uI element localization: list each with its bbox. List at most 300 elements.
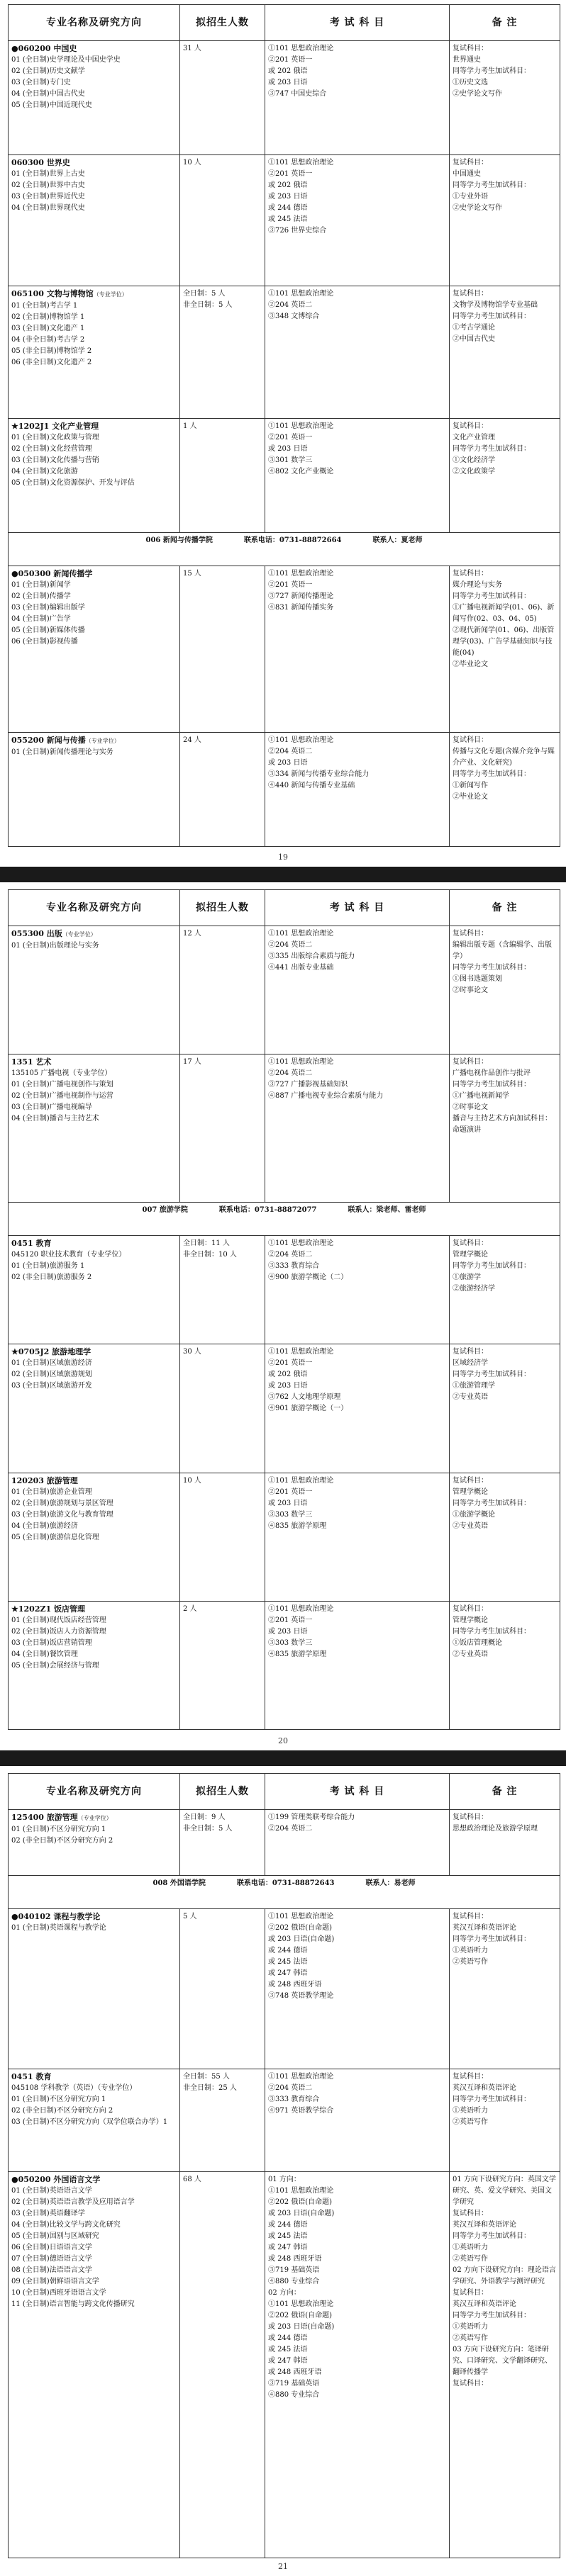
remark-line: ②英语写作 <box>453 2334 488 2342</box>
exam-subject: ③335 出版综合素质与能力 <box>268 952 355 960</box>
exam-subject: 或 203 日语 <box>268 1499 308 1507</box>
remark-line: 03 方向下设研究方向：笔译研究、口译研究、文学翻译研究、翻译传播学 <box>453 2345 552 2376</box>
column-header: 拟招生人数 <box>180 890 265 926</box>
exam-subject: 或 245 法语 <box>268 1958 308 1967</box>
enrollment-quota: 31 人 <box>183 45 201 52</box>
notes-cell <box>450 2171 560 2558</box>
remark-line: 复试科目： <box>453 1348 488 1356</box>
remark-line: 同等学力考生加试科目： <box>453 67 531 75</box>
remark-line: ①英语听力 <box>453 2322 488 2331</box>
research-direction: 045120 职业技术教育（专业学位） <box>11 1251 126 1259</box>
research-direction: 04 (全日制)旅游经济 <box>11 1522 78 1530</box>
major-name: ●060200 中国史 <box>11 44 77 53</box>
major-name: 120203 旅游管理 <box>11 1475 78 1485</box>
column-header: 拟招生人数 <box>180 5 265 41</box>
major-cell <box>9 41 180 155</box>
research-direction: 06 (非全日制)文化遗产 2 <box>11 359 92 367</box>
college-info <box>9 532 560 566</box>
exam-subject: ②204 英语二 <box>268 2083 313 2092</box>
enrollment-quota: 非全日制：5 人 <box>183 1825 233 1833</box>
remark-line: 复试科目： <box>453 1913 488 1921</box>
quota-cell <box>180 1054 265 1203</box>
exam-subject: ③333 教育综合 <box>268 1262 320 1271</box>
research-direction: 05 (全日制)会展经济与管理 <box>11 1661 99 1670</box>
major-name: ★1202J1 文化产业管理 <box>11 422 99 432</box>
research-direction: 03 (全日制)世界近代史 <box>11 192 85 201</box>
enrollment-quota: 10 人 <box>183 158 201 167</box>
remark-line: ①饭店管理概论 <box>453 1638 502 1647</box>
research-direction: 02 (全日制)传播学 <box>11 592 71 600</box>
exam-subject: 或 202 俄语 <box>268 181 308 189</box>
major-name: ●050200 外国语言文学 <box>11 2174 101 2184</box>
notes-cell <box>450 1054 560 1203</box>
research-direction: 03 (全日制)文化传播与营销 <box>11 456 99 465</box>
exam-subject: ②202 俄语(自命题) <box>268 2198 333 2206</box>
major-title <box>11 1911 177 1923</box>
remark-line: ①旅游学 <box>453 1273 481 1282</box>
remark-line: ②文化政策学 <box>453 468 495 476</box>
exam-cell <box>265 733 450 847</box>
exam-subject: ②202 俄语(自命题) <box>268 1924 333 1933</box>
research-direction: 05 (全日制)国别与区域研究 <box>11 2232 99 2240</box>
exam-subject: ①199 管理类联考综合能力 <box>268 1813 355 1821</box>
remark-line: ②时事论文 <box>453 986 488 994</box>
remark-line: 复试科目： <box>453 930 488 938</box>
remark-line: 文化产业管理 <box>453 434 495 442</box>
enrollment-quota: 68 人 <box>183 2175 201 2183</box>
exam-subject: 或 248 西班牙语 <box>268 1981 322 1989</box>
major-cell <box>9 1054 180 1203</box>
exam-subject: 或 203 日语 <box>268 1627 308 1636</box>
exam-subject: ②201 英语一 <box>268 580 313 589</box>
exam-subject: ③719 基础英语 <box>268 2266 320 2274</box>
enrollment-quota: 全日制：55 人 <box>183 2072 230 2081</box>
research-direction: 04 (全日制)世界现代史 <box>11 203 85 212</box>
college-name: 008 外国语学院 <box>152 1879 206 1888</box>
college-phone: 联系电话：0731-88872077 <box>218 1206 317 1215</box>
exam-subject: 或 244 德语 <box>268 203 308 212</box>
exam-subject: ①101 思想政治理论 <box>268 1239 334 1248</box>
remark-line: 复试科目： <box>453 2072 488 2081</box>
research-direction: 02 (全日制)饭店人力资源管理 <box>11 1627 106 1636</box>
major-cell <box>9 1473 180 1601</box>
research-direction: 02 (全日制)广播电视制作与运营 <box>11 1092 113 1101</box>
table-row <box>9 41 560 155</box>
remark-line: 文物学及博物馆学专业基础 <box>453 301 538 310</box>
major-name: ★1202Z1 饭店管理 <box>11 1604 85 1614</box>
exam-subject: 或 203 日语 <box>268 445 308 454</box>
research-direction: 01 (全日制)不区分研究方向 1 <box>11 2095 106 2103</box>
remark-line: 传播与文化专题(含媒介竞争与媒介产业、文化研究) <box>453 748 555 767</box>
exam-subject: ④441 出版专业基础 <box>268 964 334 972</box>
quota-cell <box>180 41 265 155</box>
exam-subject: ①101 思想政治理论 <box>268 422 334 431</box>
exam-subject: ①101 思想政治理论 <box>268 1604 334 1613</box>
table-row <box>9 154 560 286</box>
remark-line: ①专业外语 <box>453 192 488 201</box>
notes-cell <box>450 154 560 286</box>
table-header-row <box>9 1774 560 1810</box>
exam-subject: ③303 数学三 <box>268 1510 313 1519</box>
research-direction: 01 (全日制)广播电视创作与策划 <box>11 1081 113 1089</box>
exam-cell <box>265 926 450 1054</box>
exam-subject: ①101 思想政治理论 <box>268 2300 334 2308</box>
research-direction: 02 (全日制)区域旅游规划 <box>11 1371 92 1379</box>
research-direction: 11 (全日制)语言智能与跨文化传播研究 <box>11 2300 135 2308</box>
exam-subject: ①101 思想政治理论 <box>268 2072 334 2081</box>
remark-line: 同等学力考生加试科目： <box>453 2095 531 2103</box>
notes-cell <box>450 1810 560 1876</box>
remark-line: ②专业英语 <box>453 1522 488 1530</box>
exam-subject: ③747 中国史综合 <box>268 90 327 98</box>
remark-line: 复试科目： <box>453 569 488 578</box>
research-direction: 02 (非全日制)旅游服务 2 <box>11 1273 92 1282</box>
exam-subject: 或 245 法语 <box>268 215 308 223</box>
research-direction: 01 (全日制)英语语言文学 <box>11 2186 92 2195</box>
major-cell <box>9 154 180 286</box>
table-row <box>9 733 560 847</box>
research-direction: 05 (全日制)旅游信息化管理 <box>11 1533 99 1541</box>
degree-tag: （专业学位） <box>85 738 120 745</box>
research-direction: 05 (全日制)中国近现代史 <box>11 101 92 109</box>
major-title <box>11 568 177 580</box>
exam-cell <box>265 41 450 155</box>
remark-line: 世界通史 <box>453 56 481 64</box>
page-number: 19 <box>278 853 288 862</box>
exam-subject: ①101 思想政治理论 <box>268 45 334 52</box>
enrollment-quota: 1 人 <box>183 422 197 431</box>
research-direction: 05 (非全日制)博物馆学 2 <box>11 347 92 356</box>
exam-cell <box>265 1236 450 1344</box>
remark-line: 复试科目： <box>453 2379 488 2387</box>
research-direction: 05 (全日制)文化资源保护、开发与评估 <box>11 479 135 488</box>
exam-subject: ④831 新闻传播实务 <box>268 603 334 612</box>
remark-line: 管理学概论 <box>453 1251 488 1259</box>
exam-subject: ③726 世界史综合 <box>268 226 327 235</box>
major-title <box>11 735 177 747</box>
exam-subject: 或 203 日语 <box>268 79 308 86</box>
enrollment-quota: 15 人 <box>183 569 201 578</box>
exam-subject: ③334 新闻与传播专业综合能力 <box>268 770 370 779</box>
exam-cell <box>265 1909 450 2069</box>
major-cell <box>9 1810 180 1876</box>
college-name: 006 新闻与传播学院 <box>145 536 213 544</box>
exam-subject: 或 247 韩语 <box>268 2243 308 2251</box>
table-row <box>9 1909 560 2069</box>
remark-line: ①新闻写作 <box>453 782 488 790</box>
exam-subject: ④880 专业综合 <box>268 2390 320 2399</box>
exam-subject: 或 203 日语 <box>268 192 308 201</box>
major-title <box>11 928 177 940</box>
remark-line: 同等学力考生加试科目： <box>453 592 531 600</box>
remark-line: ①英语听力 <box>453 2106 488 2115</box>
exam-cell <box>265 2171 450 2558</box>
college-info <box>9 1876 560 1909</box>
quota-cell <box>180 1810 265 1876</box>
table-row <box>9 2069 560 2171</box>
major-cell <box>9 2171 180 2558</box>
remark-line: 管理学概论 <box>453 1487 488 1496</box>
exam-subject: 或 245 法语 <box>268 2232 308 2240</box>
research-direction: 01 (全日制)新闻学 <box>11 580 71 589</box>
enrollment-quota: 24 人 <box>183 736 201 745</box>
exam-subject: 或 203 日语 <box>268 1382 308 1390</box>
remark-line: 复试科目： <box>453 736 488 745</box>
exam-subject: ④901 旅游学概论（一） <box>268 1405 348 1413</box>
major-cell <box>9 1909 180 2069</box>
quota-cell <box>180 2069 265 2171</box>
remark-line: 英汉互译和英语评论 <box>453 2083 516 2092</box>
research-direction: 01 (全日制)英语课程与教学论 <box>11 1924 106 1933</box>
college-header-row <box>9 532 560 566</box>
remark-line: ②史学论文写作 <box>453 90 502 98</box>
enrollment-quota: 10 人 <box>183 1476 201 1485</box>
remark-line: ②旅游经济学 <box>453 1285 495 1293</box>
table-header-row <box>9 5 560 41</box>
remark-line: 同等学力考生加试科目： <box>453 1627 531 1636</box>
research-direction: 02 (非全日制)不区分研究方向 2 <box>11 1837 113 1845</box>
major-name: ●040102 课程与教学论 <box>11 1912 101 1922</box>
table-row <box>9 1601 560 1729</box>
exam-subject: ③727 新闻传播理论 <box>268 592 334 600</box>
major-name: 125400 旅游管理 <box>11 1813 78 1822</box>
research-direction: 01 (全日制)出版理论与实务 <box>11 942 99 950</box>
exam-subject: ①101 思想政治理论 <box>268 569 334 578</box>
remark-line: 复试科目： <box>453 1058 488 1067</box>
exam-subject: ④835 旅游学原理 <box>268 1522 327 1530</box>
remark-line: ①广播电视新闻学(01、06)、新闻写作(02、03、04、05) <box>453 603 555 623</box>
remark-line: 同等学力考生加试科目： <box>453 2311 531 2319</box>
quota-cell <box>180 1236 265 1344</box>
remark-line: 管理学概论 <box>453 1616 488 1624</box>
research-direction: 01 (全日制)现代饭店经营管理 <box>11 1616 106 1624</box>
research-direction: 01 (全日制)旅游企业管理 <box>11 1487 92 1496</box>
major-name: 060300 世界史 <box>11 157 70 167</box>
remark-line: ①英语听力 <box>453 1947 488 1955</box>
major-name: ●050300 新闻传播学 <box>11 568 93 578</box>
exam-subject: ③748 英语教学理论 <box>268 1992 334 2001</box>
major-title <box>11 1604 177 1615</box>
table-row <box>9 419 560 533</box>
major-cell <box>9 286 180 419</box>
exam-cell <box>265 1344 450 1473</box>
remark-line: 复试科目： <box>453 1604 488 1613</box>
enrollment-quota: 30 人 <box>183 1348 201 1356</box>
page-separator <box>0 1750 566 1766</box>
remark-line: ②时事论文 <box>453 1103 488 1112</box>
quota-cell <box>180 1601 265 1729</box>
table-row <box>9 926 560 1054</box>
research-direction: 03 (全日制)饭店营销管理 <box>11 1638 92 1647</box>
major-title <box>11 1057 177 1068</box>
notes-cell <box>450 733 560 847</box>
major-cell <box>9 1601 180 1729</box>
major-cell <box>9 733 180 847</box>
remark-line: ②英语写作 <box>453 2254 488 2263</box>
college-name: 007 旅游学院 <box>142 1206 188 1215</box>
exam-cell <box>265 1054 450 1203</box>
research-direction: 08 (全日制)法语语言文学 <box>11 2266 92 2274</box>
research-direction: 03 (全日制)专门史 <box>11 79 71 86</box>
exam-subject: 或 248 西班牙语 <box>268 2368 322 2376</box>
notes-cell <box>450 1236 560 1344</box>
exam-subject: ②204 英语二 <box>268 941 313 949</box>
major-cell <box>9 419 180 533</box>
exam-subject: ①101 思想政治理论 <box>268 736 334 745</box>
remark-line: 同等学力考生加试科目： <box>453 445 531 454</box>
remark-line: 英汉互译和英语评论 <box>453 2300 516 2308</box>
exam-subject: ③348 文博综合 <box>268 313 320 321</box>
exam-subject: ①101 思想政治理论 <box>268 930 334 938</box>
research-direction: 02 (全日制)博物馆学 1 <box>11 313 85 322</box>
remark-line: ①考古学通论 <box>453 324 495 332</box>
major-title <box>11 1346 177 1358</box>
remark-line: 区域经济学 <box>453 1359 488 1368</box>
degree-tag: （专业学位） <box>62 931 96 938</box>
quota-cell <box>180 1909 265 2069</box>
exam-subject: ②204 英语二 <box>268 301 313 310</box>
catalog-table-page-20 <box>8 889 560 1730</box>
exam-subject: ①101 思想政治理论 <box>268 1476 334 1485</box>
research-direction: 02 (全日制)历史文献学 <box>11 67 85 75</box>
research-direction: 09 (全日制)朝鲜语语言文学 <box>11 2277 99 2285</box>
research-direction: 02 (非全日制)不区分研究方向 2 <box>11 2106 113 2115</box>
research-direction: 01 (全日制)世界上古史 <box>11 169 85 178</box>
exam-cell <box>265 1473 450 1601</box>
college-header-row <box>9 1876 560 1909</box>
exam-subject: ④440 新闻与传播专业基础 <box>268 782 355 790</box>
major-name: 055300 出版 <box>11 929 62 938</box>
research-direction: 03 (全日制)文化遗产 1 <box>11 325 85 333</box>
research-direction: 03 (全日制)英语翻译学 <box>11 2209 85 2217</box>
remark-line: 同等学力考生加试科目： <box>453 181 531 189</box>
major-cell <box>9 926 180 1054</box>
quota-cell <box>180 566 265 732</box>
remark-line: 复试科目： <box>453 1239 488 1248</box>
major-title <box>11 288 177 300</box>
major-title <box>11 2174 177 2186</box>
remark-line: 复试科目： <box>453 2209 488 2217</box>
exam-subject: 或 247 韩语 <box>268 2356 308 2365</box>
page-number: 20 <box>278 1736 288 1745</box>
notes-cell <box>450 1909 560 2069</box>
remark-line: 复试科目： <box>453 290 488 298</box>
exam-cell <box>265 286 450 419</box>
exam-subject: ④880 专业综合 <box>268 2277 320 2285</box>
enrollment-quota: 全日制：11 人 <box>183 1239 230 1248</box>
exam-subject: 或 203 日语(自命题) <box>268 1935 335 1944</box>
remark-line: 广播电视作品创作与批评 <box>453 1069 531 1078</box>
remark-line: 同等学力考生加试科目： <box>453 770 531 779</box>
exam-subject: 或 244 德语 <box>268 2220 308 2229</box>
major-title <box>11 43 177 55</box>
exam-subject: ④900 旅游学概论（二） <box>268 1273 348 1282</box>
exam-subject: ③303 数学三 <box>268 1638 313 1647</box>
exam-subject: ①101 思想政治理论 <box>268 1348 334 1356</box>
quota-cell <box>180 419 265 533</box>
research-direction: 07 (全日制)德语语言文学 <box>11 2254 92 2263</box>
remark-line: 01 方向下设研究方向：英国文学研究、英、爱文学研究、美国文学研究 <box>453 2175 556 2206</box>
research-direction: 01 (全日制)旅游服务 1 <box>11 1262 85 1271</box>
degree-tag: （专业学位） <box>93 291 128 298</box>
research-direction: 03 (全日制)不区分研究方向（双学位联合办学）1 <box>11 2117 168 2126</box>
remark-line: 同等学力考生加试科目： <box>453 1499 531 1507</box>
exam-subject: ②204 英语二 <box>268 1251 313 1259</box>
remark-line: 播音与主持艺术方向加试科目： <box>453 1115 552 1123</box>
exam-subject: ②201 英语一 <box>268 56 313 64</box>
research-direction: 01 (全日制)史学理论及中国史学史 <box>11 56 121 64</box>
college-contact: 联系人：梁老师、雷老师 <box>348 1206 426 1215</box>
remark-line: 02 方向下设研究方向：理论语言学研究、外语教学与测评研究 <box>453 2266 556 2285</box>
exam-subject: ②201 英语一 <box>268 1487 313 1496</box>
research-direction: 03 (全日制)旅游文化与教育管理 <box>11 1510 113 1519</box>
college-contact: 联系人：易老师 <box>365 1879 416 1888</box>
exam-cell <box>265 1810 450 1876</box>
remark-line: ②中国古代史 <box>453 335 495 344</box>
exam-subject: ②204 英语二 <box>268 1069 313 1078</box>
remark-line: ②专业英语 <box>453 1393 488 1402</box>
column-header: 专业名称及研究方向 <box>9 1774 180 1810</box>
major-name: 0451 教育 <box>11 1239 52 1249</box>
exam-subject: ③762 人文地理学原理 <box>268 1393 341 1402</box>
column-header: 拟招生人数 <box>180 1774 265 1810</box>
table-row <box>9 566 560 732</box>
exam-subject: ①101 思想政治理论 <box>268 158 334 167</box>
college-phone: 联系电话：0731-88872643 <box>236 1879 335 1888</box>
major-title <box>11 1475 177 1487</box>
exam-subject: ③727 广播影视基础知识 <box>268 1081 348 1089</box>
column-header: 备 注 <box>450 5 560 41</box>
exam-subject: 或 202 俄语 <box>268 67 308 75</box>
exam-subject: ②201 英语一 <box>268 1616 313 1624</box>
enrollment-quota: 2 人 <box>183 1604 197 1613</box>
college-phone: 联系电话：0731-88872664 <box>243 536 342 544</box>
table-header-row <box>9 890 560 926</box>
exam-subject: ②201 英语一 <box>268 434 313 442</box>
exam-subject: ①101 思想政治理论 <box>268 1913 334 1921</box>
remark-line: ②毕业论文 <box>453 793 488 802</box>
table-row <box>9 1054 560 1203</box>
research-direction: 06 (全日制)日语语言文学 <box>11 2243 92 2251</box>
exam-subject: 或 248 西班牙语 <box>268 2254 322 2263</box>
quota-cell <box>180 2171 265 2558</box>
exam-subject: 或 244 德语 <box>268 2334 308 2342</box>
quota-cell <box>180 1344 265 1473</box>
exam-cell <box>265 1601 450 1729</box>
exam-subject: ①101 思想政治理论 <box>268 1058 334 1067</box>
enrollment-quota: 12 人 <box>183 930 201 938</box>
exam-subject: ②202 俄语(自命题) <box>268 2311 333 2319</box>
major-cell <box>9 2069 180 2171</box>
research-direction: 04 (全日制)比较文学与跨文化研究 <box>11 2220 121 2229</box>
exam-subject: ②204 英语二 <box>268 748 313 756</box>
enrollment-quota: 非全日制：10 人 <box>183 1251 237 1259</box>
notes-cell <box>450 286 560 419</box>
exam-cell <box>265 566 450 732</box>
research-direction: 02 (全日制)文化经营管理 <box>11 445 92 454</box>
exam-subject: ②204 英语二 <box>268 1825 313 1833</box>
enrollment-quota: 非全日制：25 人 <box>183 2083 237 2092</box>
remark-line: ①图书选题策划 <box>453 975 502 983</box>
page-separator <box>0 867 566 882</box>
enrollment-quota: 全日制：5 人 <box>183 290 226 298</box>
column-header: 考 试 科 目 <box>265 5 450 41</box>
remark-line: ②专业英语 <box>453 1650 488 1658</box>
major-cell <box>9 1344 180 1473</box>
research-direction: 02 (全日制)旅游规划与景区管理 <box>11 1499 113 1507</box>
major-title <box>11 1812 177 1824</box>
quota-cell <box>180 733 265 847</box>
